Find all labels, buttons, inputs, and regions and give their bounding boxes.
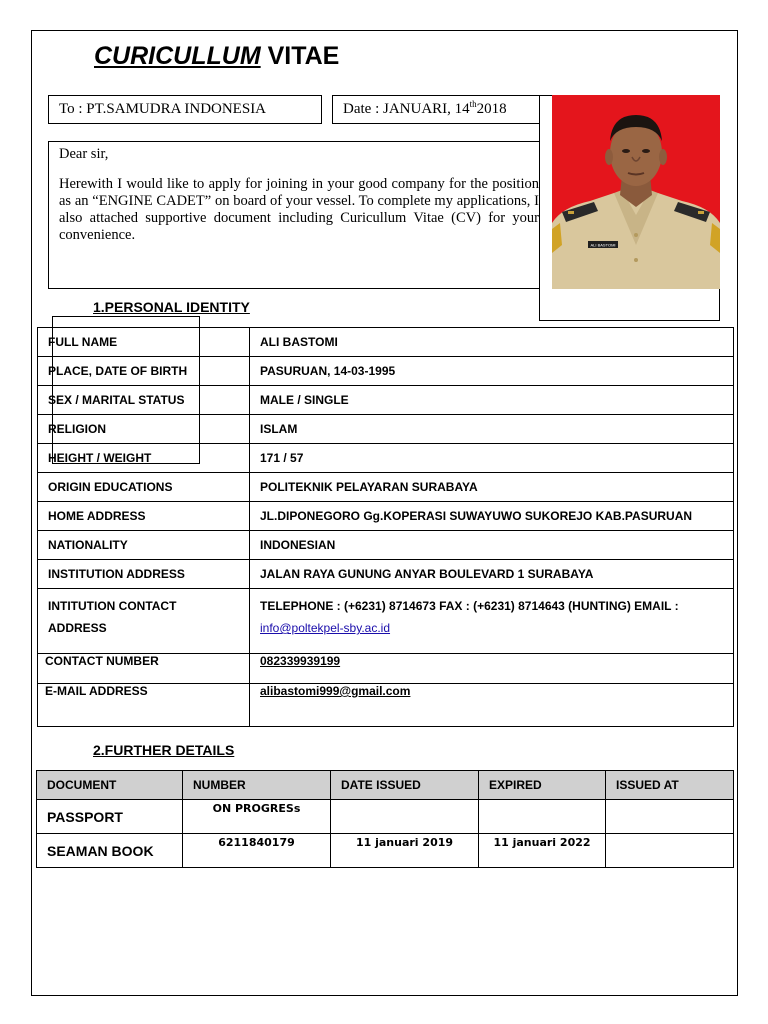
cover-letter [48, 141, 550, 289]
section-personal-identity-title: 1.PERSONAL IDENTITY [93, 299, 250, 315]
identity-value: ISLAM [250, 415, 734, 444]
institution-email-link[interactable]: info@poltekpel-sby.ac.id [260, 621, 391, 635]
recipient-text: To : PT.SAMUDRA INDONESIA [59, 101, 267, 117]
document-title [94, 42, 339, 71]
document-date-issued [331, 800, 479, 834]
identity-label: ORIGIN EDUCATIONS [38, 473, 250, 502]
date-suffix-sup: th [469, 99, 477, 109]
identity-value: POLITEKNIK PELAYARAN SURABAYA [250, 473, 734, 502]
header-date-issued: DATE ISSUED [331, 771, 479, 800]
photo-name-tag: ALI BASTOMI [590, 242, 616, 248]
contact-number-value: 082339939199 [250, 654, 734, 684]
title-italic-part: CURICULLUM [94, 42, 261, 70]
document-name: PASSPORT [37, 800, 183, 834]
document-expired [479, 800, 606, 834]
recipient-box [48, 95, 322, 124]
identity-label: RELIGION [38, 415, 250, 444]
document-issued-at [606, 800, 734, 834]
institution-contact-label-line1: INTITUTION CONTACT [48, 599, 177, 613]
table-row [38, 502, 734, 531]
institution-contact-label-line2: ADDRESS [48, 621, 107, 635]
contact-number-label: CONTACT NUMBER [38, 654, 250, 684]
identity-value: MALE / SINGLE [250, 386, 734, 415]
identity-label: FULL NAME [38, 328, 250, 357]
applicant-portrait-image [552, 95, 720, 289]
email-address-row [38, 684, 734, 727]
identity-value: PASURUAN, 14-03-1995 [250, 357, 734, 386]
institution-contact-value [250, 589, 734, 654]
institution-contact-label [38, 589, 250, 654]
identity-label: NATIONALITY [38, 531, 250, 560]
identity-label: INSTITUTION ADDRESS [38, 560, 250, 589]
date-box [332, 95, 549, 124]
identity-value: INDONESIAN [250, 531, 734, 560]
identity-value: 171 / 57 [250, 444, 734, 473]
table-row [38, 415, 734, 444]
header-expired: EXPIRED [479, 771, 606, 800]
identity-label: SEX / MARITAL STATUS [38, 386, 250, 415]
header-document: DOCUMENT [37, 771, 183, 800]
letter-greeting: Dear sir, [59, 146, 109, 162]
table-row [37, 800, 734, 834]
letter-body: Herewith I would like to apply for joining in your good company for the position as an “ENGINE CADET” on board of your vessel. To complete my applications, I also attached supportive document including Curicullum Vitae (CV) for your convenience. [59, 176, 539, 243]
email-address-label: E-MAIL ADDRESS [38, 684, 250, 727]
institution-contact-text: TELEPHONE : (+6231) 8714673 FAX : (+6231) 8714643 (HUNTING) EMAIL : [260, 599, 679, 613]
table-row [38, 473, 734, 502]
document-number: 6211840179 [183, 834, 331, 868]
table-row [37, 834, 734, 868]
document-number: ON PROGRESs [183, 800, 331, 834]
identity-value: JL.DIPONEGORO Gg.KOPERASI SUWAYUWO SUKOREJO KAB.PASURUAN [250, 502, 734, 531]
table-row [38, 560, 734, 589]
email-address-value: alibastomi999@gmail.com [250, 684, 734, 727]
table-row [38, 386, 734, 415]
header-issued-at: ISSUED AT [606, 771, 734, 800]
contact-number-row [38, 654, 734, 684]
table-row [38, 328, 734, 357]
title-rest: VITAE [267, 42, 340, 70]
identity-label: HOME ADDRESS [38, 502, 250, 531]
table-row [38, 357, 734, 386]
document-issued-at [606, 834, 734, 868]
identity-value: ALI BASTOMI [250, 328, 734, 357]
identity-value: JALAN RAYA GUNUNG ANYAR BOULEVARD 1 SURABAYA [250, 560, 734, 589]
date-prefix: Date : JANUARI, 14 [343, 101, 470, 117]
identity-label: HEIGHT / WEIGHT [38, 444, 250, 473]
document-date-issued: 11 januari 2019 [331, 834, 479, 868]
table-row [38, 444, 734, 473]
documents-header-row [37, 771, 734, 800]
institution-contact-row [38, 589, 734, 654]
personal-identity-table [37, 327, 734, 727]
document-name: SEAMAN BOOK [37, 834, 183, 868]
identity-label: PLACE, DATE OF BIRTH [38, 357, 250, 386]
table-row [38, 531, 734, 560]
applicant-photo [552, 95, 720, 289]
document-expired: 11 januari 2022 [479, 834, 606, 868]
header-number: NUMBER [183, 771, 331, 800]
date-year: 2018 [476, 101, 507, 117]
documents-table [36, 770, 734, 868]
section-further-details-title: 2.FURTHER DETAILS [93, 742, 235, 758]
